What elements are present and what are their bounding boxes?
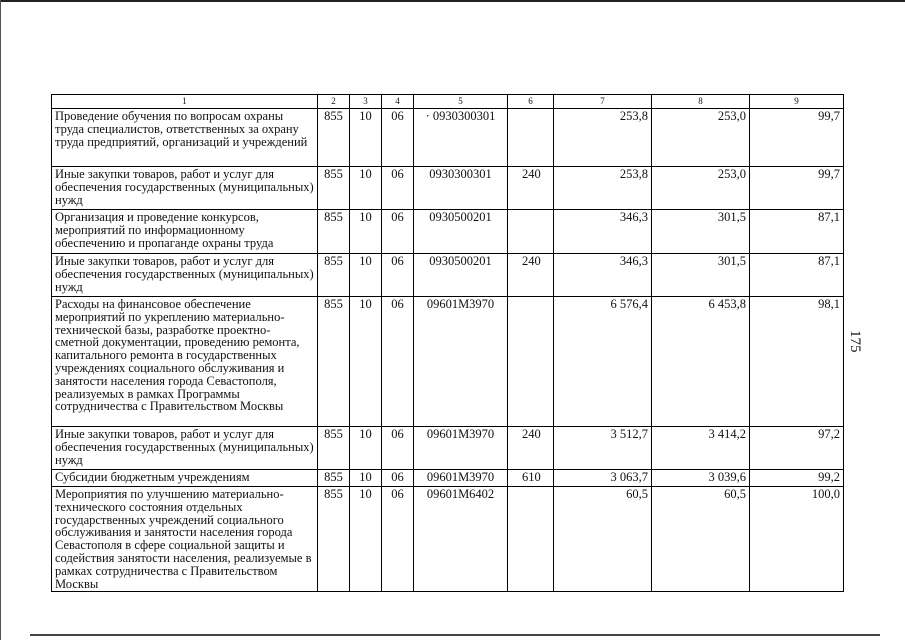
subsection-code-cell: 06 bbox=[382, 427, 414, 470]
execution-percent-cell: 98,1 bbox=[750, 297, 844, 427]
table-row bbox=[52, 427, 844, 470]
table-row bbox=[52, 470, 844, 487]
column-header: 3 bbox=[350, 95, 382, 109]
subsection-code-cell: 06 bbox=[382, 210, 414, 254]
executed-amount-cell: 253,0 bbox=[652, 167, 750, 210]
target-article-cell: 09601М3970 bbox=[414, 297, 508, 427]
expense-type-cell bbox=[508, 109, 554, 167]
target-article-cell: · 0930300301 bbox=[414, 109, 508, 167]
ministry-code-cell: 855 bbox=[318, 254, 350, 297]
column-header: 8 bbox=[652, 95, 750, 109]
target-article-cell: 09601М3970 bbox=[414, 470, 508, 487]
expense-type-cell bbox=[508, 487, 554, 592]
ministry-code-cell: 855 bbox=[318, 109, 350, 167]
planned-amount-cell: 3 512,7 bbox=[554, 427, 652, 470]
expense-type-cell bbox=[508, 210, 554, 254]
expense-type-cell: 240 bbox=[508, 427, 554, 470]
budget-execution-table bbox=[51, 94, 844, 592]
executed-amount-cell: 6 453,8 bbox=[652, 297, 750, 427]
column-header: 9 bbox=[750, 95, 844, 109]
expense-name-cell: Иные закупки товаров, работ и услуг для обеспечения государственных (муниципальных) нужд bbox=[52, 427, 318, 470]
target-article-cell: 0930300301 bbox=[414, 167, 508, 210]
subsection-code-cell: 06 bbox=[382, 254, 414, 297]
section-code-cell: 10 bbox=[350, 210, 382, 254]
target-article-cell: 0930500201 bbox=[414, 210, 508, 254]
ministry-code-cell: 855 bbox=[318, 297, 350, 427]
planned-amount-cell: 253,8 bbox=[554, 109, 652, 167]
executed-amount-cell: 60,5 bbox=[652, 487, 750, 592]
scan-left-edge-line bbox=[0, 0, 1, 640]
ministry-code-cell: 855 bbox=[318, 487, 350, 592]
column-header: 1 bbox=[52, 95, 318, 109]
expense-name-cell: Организация и проведение конкурсов, мероприятий по информационному обеспечению и пропаганде охраны труда bbox=[52, 210, 318, 254]
expense-name-cell: Расходы на финансовое обеспечение мероприятий по укреплению материально-технической базы, разработке проектно-сметной документации, проведению ремонта, капитального ремонта в государственных учреждениях социального обслуживания и занятости населения города Севастополя, реализуемых в рамках Программы сотрудничества с Правительством Москвы bbox=[52, 297, 318, 427]
scan-bottom-edge-line bbox=[30, 634, 880, 636]
section-code-cell: 10 bbox=[350, 487, 382, 592]
planned-amount-cell: 346,3 bbox=[554, 254, 652, 297]
column-header: 2 bbox=[318, 95, 350, 109]
planned-amount-cell: 253,8 bbox=[554, 167, 652, 210]
table-row bbox=[52, 109, 844, 167]
target-article-cell: 0930500201 bbox=[414, 254, 508, 297]
expense-name-cell: Проведение обучения по вопросам охраны труда специалистов, ответственных за охрану труда предприятий, организаций и учреждений bbox=[52, 109, 318, 167]
subsection-code-cell: 06 bbox=[382, 167, 414, 210]
expense-type-cell: 610 bbox=[508, 470, 554, 487]
subsection-code-cell: 06 bbox=[382, 487, 414, 592]
execution-percent-cell: 99,2 bbox=[750, 470, 844, 487]
expense-name-cell: Иные закупки товаров, работ и услуг для обеспечения государственных (муниципальных) нужд bbox=[52, 167, 318, 210]
subsection-code-cell: 06 bbox=[382, 470, 414, 487]
executed-amount-cell: 253,0 bbox=[652, 109, 750, 167]
table-row bbox=[52, 210, 844, 254]
scan-top-edge-line bbox=[0, 0, 905, 2]
section-code-cell: 10 bbox=[350, 254, 382, 297]
execution-percent-cell: 97,2 bbox=[750, 427, 844, 470]
target-article-cell: 09601М6402 bbox=[414, 487, 508, 592]
column-header: 4 bbox=[382, 95, 414, 109]
ministry-code-cell: 855 bbox=[318, 210, 350, 254]
section-code-cell: 10 bbox=[350, 297, 382, 427]
execution-percent-cell: 87,1 bbox=[750, 210, 844, 254]
column-number-header-row bbox=[52, 95, 844, 109]
executed-amount-cell: 301,5 bbox=[652, 210, 750, 254]
expense-type-cell bbox=[508, 297, 554, 427]
ministry-code-cell: 855 bbox=[318, 427, 350, 470]
section-code-cell: 10 bbox=[350, 470, 382, 487]
expense-name-cell: Мероприятия по улучшению материально-технического состояния отдельных государственных учреждений социального обслуживания и занятости населения города Севастополя в сфере социальной защиты и содействия занятости населения, реализуемые в рамках сотрудничества с Правительством Москвы bbox=[52, 487, 318, 592]
section-code-cell: 10 bbox=[350, 427, 382, 470]
table-row bbox=[52, 297, 844, 427]
planned-amount-cell: 6 576,4 bbox=[554, 297, 652, 427]
expense-type-cell: 240 bbox=[508, 167, 554, 210]
ministry-code-cell: 855 bbox=[318, 167, 350, 210]
table-row bbox=[52, 254, 844, 297]
section-code-cell: 10 bbox=[350, 109, 382, 167]
execution-percent-cell: 87,1 bbox=[750, 254, 844, 297]
section-code-cell: 10 bbox=[350, 167, 382, 210]
planned-amount-cell: 3 063,7 bbox=[554, 470, 652, 487]
target-article-cell: 09601М3970 bbox=[414, 427, 508, 470]
ministry-code-cell: 855 bbox=[318, 470, 350, 487]
execution-percent-cell: 99,7 bbox=[750, 109, 844, 167]
executed-amount-cell: 3 414,2 bbox=[652, 427, 750, 470]
page-number: 175 bbox=[847, 330, 863, 353]
subsection-code-cell: 06 bbox=[382, 297, 414, 427]
expense-type-cell: 240 bbox=[508, 254, 554, 297]
column-header: 5 bbox=[414, 95, 508, 109]
execution-percent-cell: 99,7 bbox=[750, 167, 844, 210]
subsection-code-cell: 06 bbox=[382, 109, 414, 167]
table-body bbox=[52, 95, 844, 592]
column-header: 6 bbox=[508, 95, 554, 109]
executed-amount-cell: 301,5 bbox=[652, 254, 750, 297]
planned-amount-cell: 346,3 bbox=[554, 210, 652, 254]
executed-amount-cell: 3 039,6 bbox=[652, 470, 750, 487]
column-header: 7 bbox=[554, 95, 652, 109]
expense-name-cell: Субсидии бюджетным учреждениям bbox=[52, 470, 318, 487]
planned-amount-cell: 60,5 bbox=[554, 487, 652, 592]
expense-name-cell: Иные закупки товаров, работ и услуг для обеспечения государственных (муниципальных) нужд bbox=[52, 254, 318, 297]
table-row bbox=[52, 487, 844, 592]
table-row bbox=[52, 167, 844, 210]
execution-percent-cell: 100,0 bbox=[750, 487, 844, 592]
